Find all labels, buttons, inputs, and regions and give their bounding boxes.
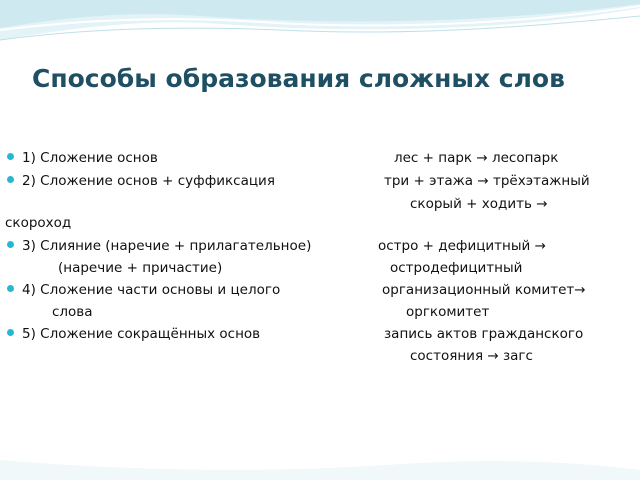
- footer-wave-decoration: [0, 440, 640, 480]
- item-4-example-cont: оргкомитет: [406, 304, 490, 320]
- item-4-method-cont: слова: [52, 304, 93, 320]
- item-5-method: 5) Сложение сокращённых основ: [22, 326, 261, 342]
- item-4-example: организационный комитет→: [382, 282, 586, 298]
- item-3-example-cont: остродефицитный: [390, 260, 523, 276]
- bullet-icon: [7, 285, 14, 292]
- bullet-icon: [7, 176, 14, 183]
- slide-title: Способы образования сложных слов: [32, 64, 565, 93]
- item-2-example: три + этажа → трёхэтажный: [384, 173, 590, 189]
- item-2-example-wrap: скороход: [5, 215, 72, 231]
- item-1-method: 1) Сложение основ: [22, 150, 158, 166]
- item-5-example: запись актов гражданского: [384, 326, 584, 342]
- item-3-method: 3) Слияние (наречие + прилагательное): [22, 238, 312, 254]
- item-3-example: остро + дефицитный →: [378, 238, 546, 254]
- item-1-example: лес + парк → лесопарк: [394, 150, 559, 166]
- bullet-icon: [7, 329, 14, 336]
- item-5-example-cont: состояния → загс: [410, 348, 533, 364]
- item-3-method-cont: (наречие + причастие): [58, 260, 223, 276]
- header-wave-decoration: [0, 0, 640, 60]
- item-4-method: 4) Сложение части основы и целого: [22, 282, 281, 298]
- item-2-method: 2) Сложение основ + суффиксация: [22, 173, 275, 189]
- bullet-icon: [7, 153, 14, 160]
- bullet-icon: [7, 241, 14, 248]
- item-2-example-cont: скорый + ходить →: [410, 196, 548, 212]
